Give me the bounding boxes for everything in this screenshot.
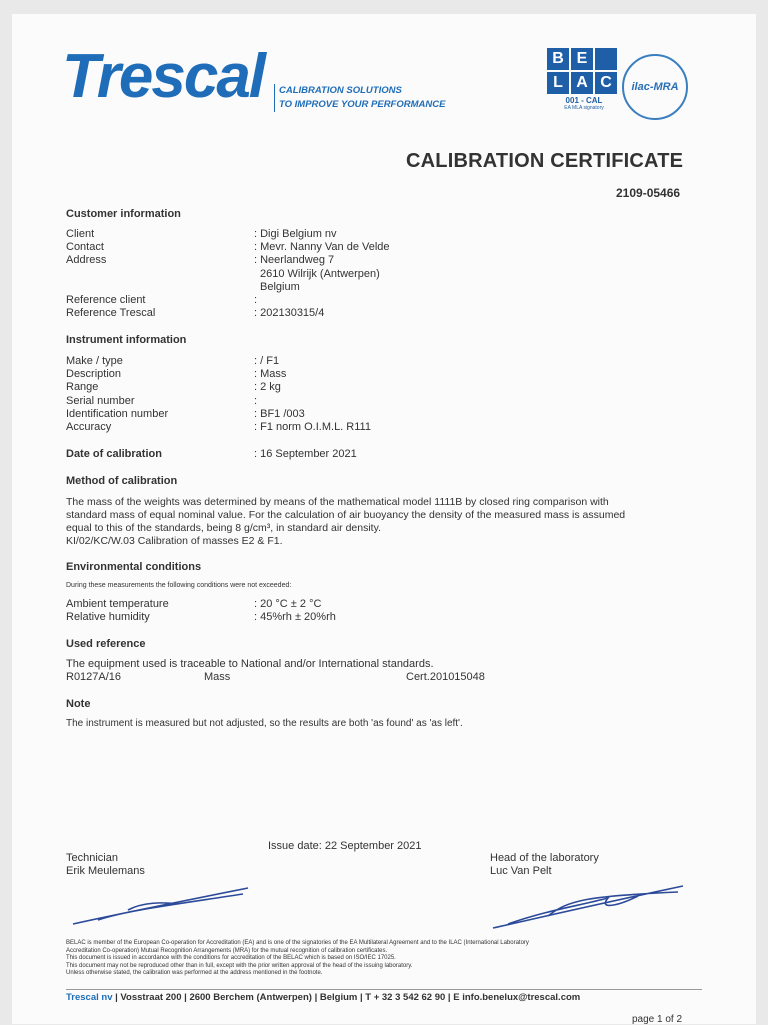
- field-label: Ambient temperature: [66, 598, 169, 610]
- field-value: :: [254, 395, 258, 407]
- belac-sub: EA MLA signatory: [564, 105, 604, 111]
- field-label: Accuracy: [66, 421, 112, 433]
- reference-heading: Used reference: [66, 638, 146, 650]
- field-value: : Mass: [254, 368, 287, 380]
- head-lab-signature: [488, 880, 688, 932]
- legal-line: BELAC is member of the European Co-operation for Accreditation (EA) and is one of the signatories of the EA Multilateral Agreement and to the ILAC (International Laboratory: [66, 940, 529, 946]
- field-value: 2610 Wilrijk (Antwerpen): [260, 268, 380, 280]
- method-line: KI/02/KC/W.03 Calibration of masses E2 & F1.: [66, 535, 283, 547]
- method-line: standard mass of equal nominal value. For the calculation of air buoyancy the density of the measured mass is assumed: [66, 509, 626, 521]
- legal-text: [66, 940, 706, 978]
- legal-line: Accreditation Co-operation) Mutual Recognition Arrangements (MRA) for the mutual recognition of calibration certificates.: [66, 947, 388, 954]
- page-number: page 1 of 2: [632, 1014, 683, 1025]
- note-text: The instrument is measured but not adjusted, so the results are both 'as found' as 'as left'.: [66, 718, 463, 729]
- belac-code: 001 - CAL: [565, 96, 603, 105]
- instrument-heading: Instrument information: [66, 334, 187, 346]
- head-lab-role: Head of the laboratory: [490, 852, 599, 864]
- date-value: : 16 September 2021: [254, 448, 357, 460]
- technician-signature: [68, 880, 258, 930]
- field-value: : 45%rh ± 20%rh: [254, 611, 336, 623]
- date-label: Date of calibration: [66, 448, 162, 460]
- field-value: : F1 norm O.I.M.L. R111: [254, 421, 371, 433]
- belac-letter: L: [547, 72, 569, 94]
- legal-line: Unless otherwise stated, the calibration was performed at the address mentioned in the footnote.: [66, 970, 323, 976]
- field-label: Address: [66, 254, 107, 266]
- method-text: [66, 496, 706, 548]
- field-value: :: [254, 294, 258, 306]
- field-label: Reference client: [66, 294, 146, 306]
- field-value: : Digi Belgium nv: [254, 228, 337, 240]
- field-value: : Mevr. Nanny Van de Velde: [254, 241, 390, 253]
- field-value: : BF1 /003: [254, 408, 305, 420]
- method-line: equal to this of the standards, being 8 g/cm³, in standard air density.: [66, 522, 381, 534]
- head-lab-name: Luc Van Pelt: [490, 865, 552, 877]
- footer-divider: [66, 989, 702, 990]
- environment-note: During these measurements the following conditions were not exceeded:: [66, 582, 292, 589]
- field-label: Contact: [66, 241, 104, 253]
- note-heading: Note: [66, 698, 91, 710]
- customer-heading: Customer information: [66, 208, 181, 220]
- belac-letter: [595, 48, 617, 70]
- technician-role: Technician: [66, 852, 118, 864]
- legal-line: This document may not be reproduced other than in full, except with the prior written approval of the head of the issuing laboratory.: [66, 962, 413, 969]
- field-value: : 20 °C ± 2 °C: [254, 598, 322, 610]
- field-label: Identification number: [66, 408, 169, 420]
- logo-tagline: [274, 84, 445, 112]
- field-value: : Neerlandweg 7: [254, 254, 335, 266]
- field-label: Reference Trescal: [66, 307, 156, 319]
- footer-address: [66, 992, 580, 1003]
- trescal-logo: Trescal: [62, 42, 265, 111]
- belac-letters: [547, 48, 621, 94]
- belac-letter: C: [595, 72, 617, 94]
- legal-line: This document is issued in accordance with the conditions for accreditation of the BELAC which is based on ISO/IEC 17025.: [66, 955, 396, 961]
- field-value: : / F1: [254, 355, 280, 367]
- field-value: Belgium: [260, 281, 300, 293]
- belac-letter: B: [547, 48, 569, 70]
- tagline-line-2: TO IMPROVE YOUR PERFORMANCE: [279, 99, 446, 110]
- issue-date: Issue date: 22 September 2021: [268, 840, 422, 852]
- field-label: Client: [66, 228, 95, 240]
- ilac-mra-logo: ilac-MRA: [622, 54, 688, 120]
- field-label: Make / type: [66, 355, 123, 367]
- field-label: Range: [66, 381, 99, 393]
- footer-contact: | Vosstraat 200 | 2600 Berchem (Antwerpen) | Belgium | T + 32 3 542 62 90 | E info.benelux@trescal.com: [112, 992, 581, 1003]
- field-value: : 202130315/4: [254, 307, 325, 319]
- belac-letter: E: [571, 48, 593, 70]
- reference-type: Mass: [204, 671, 231, 683]
- footer-brand: Trescal nv: [66, 992, 113, 1003]
- belac-letter: A: [571, 72, 593, 94]
- reference-cert: Cert.201015048: [406, 671, 485, 683]
- field-label: Serial number: [66, 395, 135, 407]
- certificate-number: 2109-05466: [616, 186, 681, 200]
- tagline-line-1: CALIBRATION SOLUTIONS: [279, 85, 402, 96]
- field-label: Description: [66, 368, 122, 380]
- certificate-title: CALIBRATION CERTIFICATE: [406, 150, 684, 172]
- method-heading: Method of calibration: [66, 475, 178, 487]
- technician-name: Erik Meulemans: [66, 865, 145, 877]
- field-value: : 2 kg: [254, 381, 281, 393]
- method-line: The mass of the weights was determined by means of the mathematical model 1111B by closed ring comparison with: [66, 496, 609, 508]
- environment-heading: Environmental conditions: [66, 561, 202, 573]
- belac-accreditation-logo: [547, 48, 621, 128]
- field-label: Relative humidity: [66, 611, 150, 623]
- certificate-page: [12, 14, 756, 1024]
- reference-text: The equipment used is traceable to National and/or International standards.: [66, 658, 434, 670]
- reference-id: R0127A/16: [66, 671, 122, 683]
